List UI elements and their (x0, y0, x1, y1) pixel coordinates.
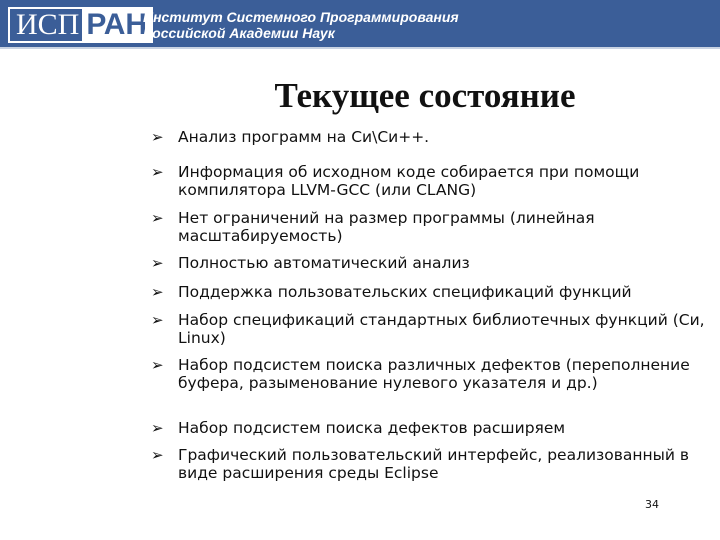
bullet-text: Нет ограничений на размер программы (линейная масштабируемость) (178, 209, 595, 245)
bullet-text: Набор подсистем поиска различных дефектов (переполнение буфера, разыменование нулевого указателя и др.) (178, 356, 690, 392)
arrow-bullet-icon: ➢ (151, 311, 164, 329)
bullet-text: Графический пользовательский интерфейс, реализованный в виде расширения среды Eclipse (178, 446, 690, 482)
header-bar (0, 0, 720, 49)
arrow-bullet-icon: ➢ (151, 419, 164, 437)
slide-title: Текущее состояние (274, 76, 576, 115)
arrow-bullet-icon: ➢ (151, 254, 164, 272)
logo-left: ИСП (16, 8, 80, 41)
bullet-item (151, 446, 708, 482)
bullet-item (151, 163, 708, 199)
bullet-item (151, 128, 708, 146)
arrow-bullet-icon: ➢ (151, 128, 164, 146)
bullet-text: Информация об исходном коде собирается при помощи компилятора LLVM-GCC (или CLANG) (178, 163, 640, 199)
arrow-bullet-icon: ➢ (151, 446, 164, 464)
bullet-item (151, 254, 708, 272)
bullet-text: Поддержка пользовательских спецификаций функций (178, 283, 632, 301)
arrow-bullet-icon: ➢ (151, 163, 164, 181)
org-line-2: Российской Академии Наук (143, 25, 335, 41)
organization-name (143, 9, 459, 41)
bullet-item (151, 209, 708, 245)
bullet-text: Анализ программ на Си\Си++. (178, 128, 430, 146)
bullet-item (151, 419, 708, 437)
arrow-bullet-icon: ➢ (151, 283, 164, 301)
bullet-item (151, 311, 708, 347)
ispras-logo (8, 7, 153, 43)
arrow-bullet-icon: ➢ (151, 356, 164, 374)
arrow-bullet-icon: ➢ (151, 209, 164, 227)
logo-right: РАН (82, 9, 151, 41)
bullet-item (151, 356, 708, 392)
bullet-text: Набор спецификаций стандартных библиотечных функций (Си, Linux) (178, 311, 705, 347)
bullet-item (151, 283, 708, 301)
bullet-text: Полностью автоматический анализ (178, 254, 470, 272)
org-line-1: Институт Системного Программирования (143, 9, 459, 25)
bullet-text: Набор подсистем поиска дефектов расширяем (178, 419, 566, 437)
page-number: 34 (645, 498, 659, 511)
